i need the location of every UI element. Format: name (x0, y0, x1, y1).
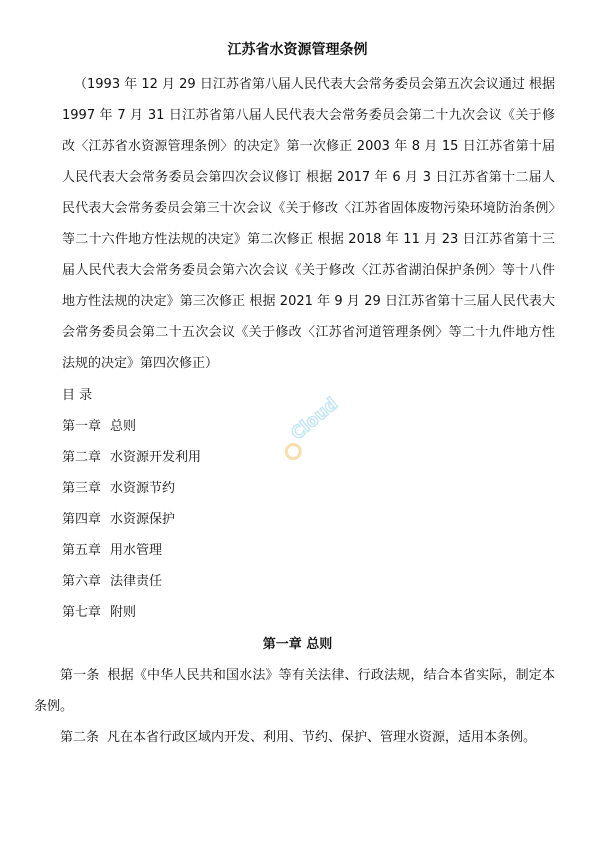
article-text: 根据《中华人民共和国水法》等有关法律、行政法规，结合本省实际，制定本条例。 (34, 668, 555, 714)
toc-heading: 目 录 (62, 388, 93, 403)
toc-item-chapter-4 (62, 504, 175, 535)
article-number: 第一条 (60, 668, 100, 683)
article-number: 第二条 (60, 730, 100, 745)
article-paragraph (34, 722, 555, 753)
toc-chapter-name: 法律责任 (110, 574, 163, 589)
toc-chapter-name: 水资源保护 (110, 512, 176, 527)
article-paragraph (34, 660, 555, 722)
toc-item-chapter-5 (62, 535, 162, 566)
cloud-watermark-logo (258, 378, 354, 462)
toc-chapter-number: 第三章 (62, 481, 102, 496)
toc-chapter-name: 用水管理 (110, 543, 163, 558)
toc-chapter-number: 第一章 (62, 419, 102, 434)
chapter-heading: 第一章 总则 (262, 637, 333, 652)
watermark-ring (283, 442, 303, 462)
toc-item-chapter-2 (62, 442, 201, 473)
toc-item-chapter-1 (62, 411, 136, 442)
watermark-word: Cloud (287, 394, 342, 445)
toc-item-chapter-3 (62, 473, 175, 504)
toc-chapter-number: 第五章 (62, 543, 102, 558)
toc-chapter-name: 附则 (110, 605, 137, 620)
toc-chapter-name: 水资源节约 (110, 481, 176, 496)
toc-item-chapter-6 (62, 566, 162, 597)
toc-chapter-number: 第二章 (62, 450, 102, 465)
article-text: 凡在本省行政区域内开发、利用、节约、保护、管理水资源，适用本条例。 (107, 730, 537, 745)
toc-chapter-number: 第六章 (62, 574, 102, 589)
toc-chapter-name: 水资源开发利用 (110, 450, 202, 465)
preamble-paragraph: （1993 年 12 月 29 日江苏省第八届人民代表大会常务委员会第五次会议通过 根据 1997 年 7 月 31 日江苏省第八届人民代表大会常务委员会第二十九次会议《关于修改〈江苏省水资源管理条例〉的决定》第一次修正 2003 年 8 月 15 日江苏省第十届人民代表大会常务委员会第四次会议修订 根据 2017 年 6 月 3 日江苏省第十二届人民代表大会常务委员会第三十次会议《关于修改〈江苏省固体废物污染环境防治条例〉等二十六件地方性法规的决定》第二次修正 根据 2018 年 11 月 23 日江苏省第十三届人民代表大会常务委员会第六次会议《关于修改〈江苏省湖泊保护条例〉等十八件地方性法规的决定》第三次修正 根据 2021 年 9 月 29 日江苏省第十三届人民代表大会常务委员会第二十五次会议《关于修改〈江苏省河道管理条例〉等二十九件地方性法规的决定》第四次修正） (62, 77, 555, 371)
toc-chapter-number: 第七章 (62, 605, 102, 620)
document-title: 江苏省水资源管理条例 (227, 42, 368, 58)
toc-item-chapter-7 (62, 597, 136, 628)
toc-chapter-number: 第四章 (62, 512, 102, 527)
toc-chapter-name: 总则 (110, 419, 137, 434)
